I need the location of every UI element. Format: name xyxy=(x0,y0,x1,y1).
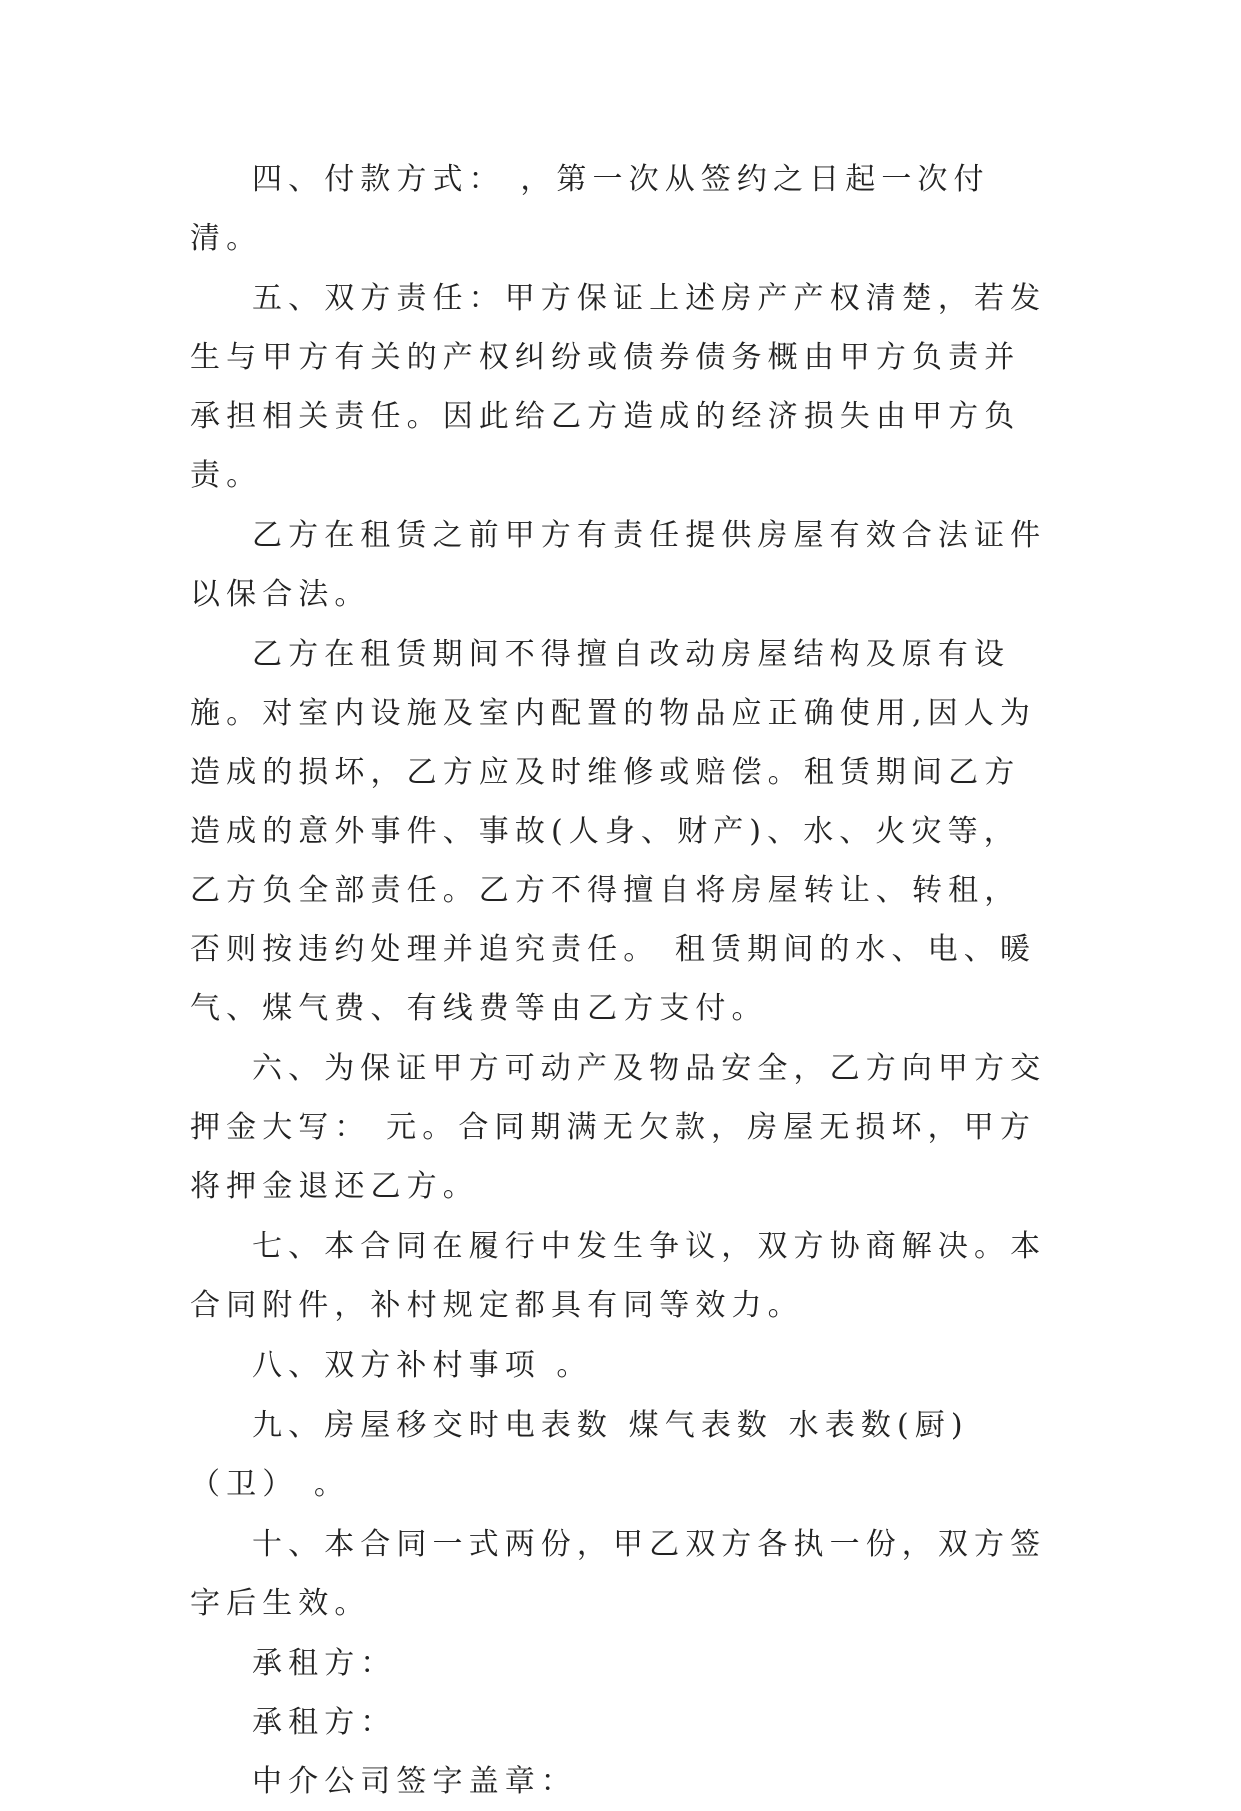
meter-readings-clause: 九、房屋移交时电表数 煤气表数 水表数(厨) （卫） 。 xyxy=(190,1408,969,1502)
payment-method-clause: 四、付款方式： ，第一次从签约之日起一次付清。 xyxy=(190,162,990,256)
supplementary-items-clause: 八、双方补村事项 。 xyxy=(252,1348,593,1383)
tenant-obligations-paragraph: 乙方在租赁期间不得擅自改动房屋结构及原有设施。对室内设施及室内配置的物品应正确使用,因人为造成的损坏，乙方应及时维修或赔偿。租赁期间乙方造成的意外事件、事故(人身、财产)、水、火灾等，乙方负全部责任。乙方不得擅自将房屋转让、转租，否则按违约处理并追究责任。 租赁期间的水、电、暖气、煤气费、有线费等由乙方支付。 xyxy=(190,637,1036,1026)
agency-signature-line: 中介公司签字盖章： xyxy=(252,1764,577,1799)
dispute-clause: 七、本合同在履行中发生争议，双方协商解决。本合同附件，补村规定都具有同等效力。 xyxy=(190,1229,1047,1323)
contract-body xyxy=(190,150,1050,1811)
responsibilities-clause: 五、双方责任：甲方保证上述房产产权清楚，若发生与甲方有关的产权纠纷或债券债务概由甲方负责并承担相关责任。因此给乙方造成的经济损失由甲方负责。 xyxy=(190,281,1047,493)
legal-documents-paragraph: 乙方在租赁之前甲方有责任提供房屋有效合法证件以保合法。 xyxy=(190,518,1047,612)
deposit-clause: 六、为保证甲方可动产及物品安全，乙方向甲方交押金大写： 元。合同期满无欠款，房屋无损坏，甲方将押金退还乙方。 xyxy=(190,1051,1047,1204)
copies-clause: 十、本合同一式两份，甲乙双方各执一份，双方签字后生效。 xyxy=(190,1527,1047,1621)
tenant-signature-line-2: 承租方： xyxy=(252,1705,397,1740)
tenant-signature-line: 承租方： xyxy=(252,1646,397,1681)
